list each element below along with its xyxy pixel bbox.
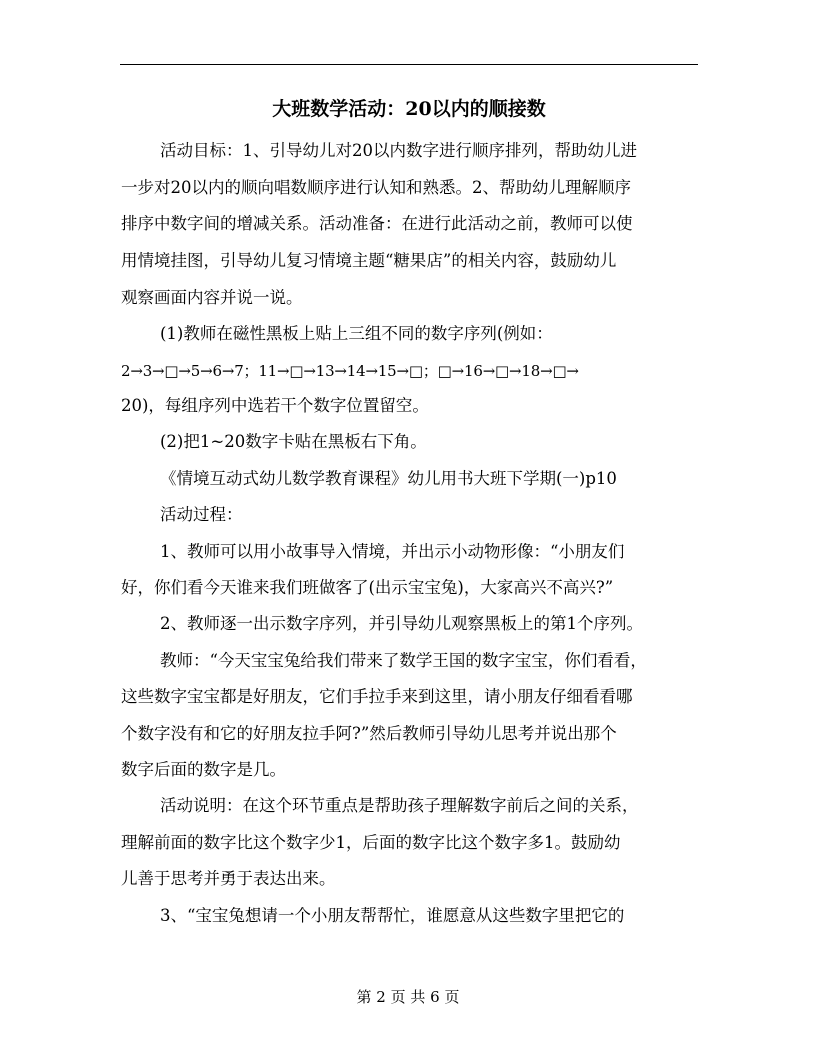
body-line: (2)把1~20数字卡贴在黑板右下角。 — [160, 432, 427, 451]
document-title: 大班数学活动：20以内的顺接数 — [272, 98, 546, 120]
body-line: 2、教师逐一出示数字序列，并引导幼儿观察黑板上的第1个序列。 — [160, 614, 643, 633]
body-line: 1、教师可以用小故事导入情境，并出示小动物形像：“小朋友们 — [160, 542, 625, 561]
body-line: 个数字没有和它的好朋友拉手阿?”然后教师引导幼儿思考并说出那个 — [121, 724, 617, 743]
body-line: 数字后面的数字是几。 — [121, 760, 286, 779]
body-line: 理解前面的数字比这个数字少1，后面的数字比这个数字多1。鼓励幼 — [121, 833, 621, 852]
body-line: 观察画面内容并说一说。 — [121, 288, 303, 307]
body-line: 这些数字宝宝都是好朋友，它们手拉手来到这里，请小朋友仔细看看哪 — [121, 687, 633, 706]
body-line: 儿善于思考并勇于表达出来。 — [121, 869, 336, 888]
body-line: 3、“宝宝兔想请一个小朋友帮帮忙，谁愿意从这些数字里把它的 — [160, 906, 625, 925]
body-line: 20)，每组序列中选若干个数字位置留空。 — [121, 396, 429, 415]
number-sequence-line: 2→3→□→5→6→7；11→□→13→14→15→□；□→16→□→18→□→ — [121, 362, 579, 380]
body-line: 教师：“今天宝宝兔给我们带来了数学王国的数字宝宝，你们看看， — [160, 651, 647, 670]
body-line: 一步对20以内的顺向唱数顺序进行认知和熟悉。2、帮助幼儿理解顺序 — [121, 178, 631, 197]
body-line: (1)教师在磁性黑板上贴上三组不同的数字序列(例如： — [160, 324, 553, 343]
header-rule — [120, 64, 698, 65]
section-heading: 活动过程： — [160, 505, 243, 524]
book-reference-line: 《情境互动式幼儿数学教育课程》幼儿用书大班下学期(一)p10 — [160, 469, 617, 488]
body-line: 排序中数字间的增减关系。活动准备：在进行此活动之前，教师可以使 — [121, 214, 633, 233]
body-line: 用情境挂图，引导幼儿复习情境主题“糖果店”的相关内容，鼓励幼儿 — [121, 251, 617, 270]
body-line: 好，你们看今天谁来我们班做客了(出示宝宝兔)，大家高兴不高兴?” — [121, 578, 614, 597]
body-line: 活动说明：在这个环节重点是帮助孩子理解数字前后之间的关系， — [160, 796, 639, 815]
page-number-footer: 第 2 页 共 6 页 — [356, 988, 460, 1006]
body-line: 活动目标：1、引导幼儿对20以内数字进行顺序排列，帮助幼儿进 — [160, 141, 637, 160]
